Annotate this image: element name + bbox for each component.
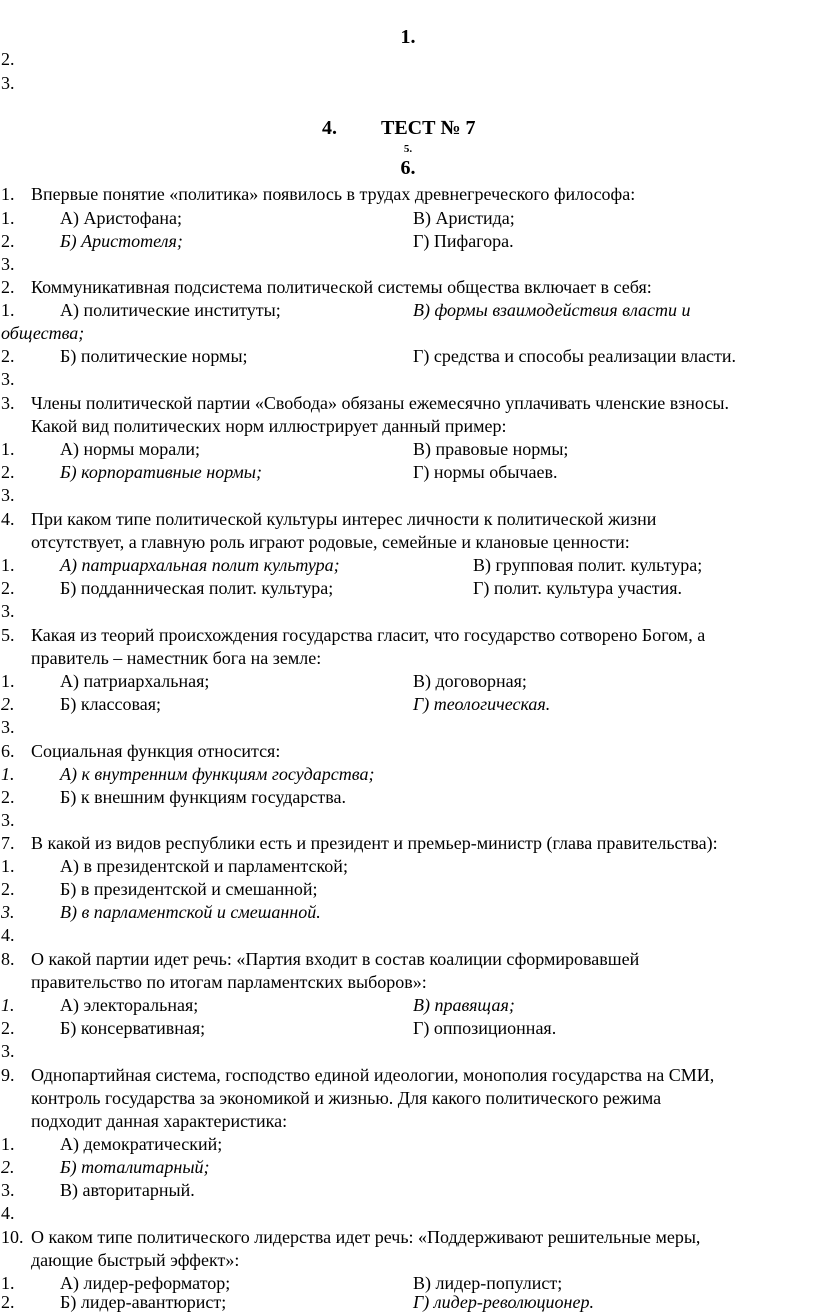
answer-a-correct: А) к внутренним функциям государства; [60, 764, 375, 784]
page-title: ТЕСТ № 7 [381, 117, 476, 139]
answer-v: В) лидер-популист; [413, 1273, 563, 1293]
list-number: 2. [1, 694, 15, 714]
question-9-stem-cont: контроль государства за экономикой и жизнью. Для какого политического режима [31, 1088, 662, 1108]
answer-b: Б) классовая; [60, 694, 162, 714]
question-8-stem-cont: правительство по итогам парламентских выборов»: [31, 972, 427, 992]
question-10-stem: О каком типе политического лидерства идет речь: «Поддерживают решительные меры, [31, 1227, 701, 1247]
answer-a: А) в президентской и парламентской; [60, 856, 348, 876]
heading-number-6: 6. [400, 157, 416, 179]
answer-b: Б) политические нормы; [60, 346, 248, 366]
list-number: 3. [1, 601, 15, 621]
question-number: 8. [1, 949, 15, 969]
question-3-stem-cont: Какой вид политических норм иллюстрирует данный пример: [31, 416, 507, 436]
question-7-stem: В какой из видов республики есть и президент и премьер-министр (глава правительства): [31, 833, 718, 853]
heading-number-1: 1. [400, 26, 416, 48]
answer-b: Б) лидер-авантюрист; [60, 1292, 227, 1312]
answer-v: В) авторитарный. [60, 1180, 195, 1200]
question-number: 5. [1, 625, 15, 645]
list-number: 4. [1, 925, 15, 945]
answer-a: А) электоральная; [60, 995, 199, 1015]
list-number: 2. [1, 231, 15, 251]
list-number: 1. [1, 439, 15, 459]
answer-v: В) Аристида; [413, 208, 515, 228]
answer-a: А) демократический; [60, 1134, 223, 1154]
answer-v: В) групповая полит. культура; [473, 555, 703, 575]
list-number: 1. [1, 995, 15, 1015]
list-number: 1. [1, 856, 15, 876]
list-number: 3. [1, 902, 15, 922]
list-number: 2. [1, 879, 15, 899]
answer-b: Б) к внешним функциям государства. [60, 787, 346, 807]
answer-b-correct: Б) тоталитарный; [60, 1157, 210, 1177]
answer-g-correct: Г) лидер-революционер. [413, 1292, 594, 1312]
list-number: 2. [1, 1018, 15, 1038]
question-9-stem: Однопартийная система, господство единой идеологии, монополия государства на СМИ, [31, 1065, 715, 1085]
list-number: 1. [1, 208, 15, 228]
list-number: 3. [1, 254, 15, 274]
answer-b: Б) в президентской и смешанной; [60, 879, 318, 899]
question-2-stem: Коммуникативная подсистема политической системы общества включает в себя: [31, 277, 652, 297]
answer-g: Г) полит. культура участия. [473, 578, 683, 598]
heading-number-5: 5. [403, 143, 413, 155]
question-number: 6. [1, 741, 15, 761]
answer-b: Б) консервативная; [60, 1018, 206, 1038]
answer-a: А) лидер-реформатор; [60, 1273, 231, 1293]
list-number: 3. [1, 1041, 15, 1061]
list-number: 3. [1, 717, 15, 737]
list-number: 3. [1, 369, 15, 389]
answer-v-correct-cont: общества; [1, 323, 85, 343]
list-number: 3. [1, 810, 15, 830]
answer-a-correct: А) патриархальная полит культура; [60, 555, 340, 575]
list-number: 4. [1, 1203, 15, 1223]
answer-v-correct: В) в парламентской и смешанной. [60, 902, 321, 922]
list-number: 1. [1, 764, 15, 784]
question-9-stem-cont: подходит данная характеристика: [31, 1111, 288, 1131]
list-number: 1. [1, 1273, 15, 1293]
question-5-stem-cont: правитель – наместник бога на земле: [31, 648, 322, 668]
question-5-stem: Какая из теорий происхождения государства гласит, что государство сотворено Богом, а [31, 625, 706, 645]
question-10-stem-cont: дающие быстрый эффект»: [31, 1250, 240, 1270]
answer-a: А) патриархальная; [60, 671, 210, 691]
answer-a: А) политические институты; [60, 300, 281, 320]
list-number: 3. [1, 73, 15, 93]
question-number: 2. [1, 277, 15, 297]
answer-g: Г) средства и способы реализации власти. [413, 346, 737, 366]
list-number: 1. [1, 300, 15, 320]
question-4-stem: При каком типе политической культуры интерес личности к политической жизни [31, 509, 657, 529]
question-6-stem: Социальная функция относится: [31, 741, 281, 761]
answer-a: А) нормы морали; [60, 439, 200, 459]
list-number: 2. [1, 462, 15, 482]
list-number: 2. [1, 1157, 15, 1177]
list-number: 3. [1, 1180, 15, 1200]
question-number: 10. [1, 1227, 24, 1247]
answer-v-correct: В) правящая; [413, 995, 515, 1015]
list-number: 2. [1, 1292, 15, 1312]
answer-b-correct: Б) корпоративные нормы; [60, 462, 262, 482]
question-number: 4. [1, 509, 15, 529]
list-number: 2. [1, 787, 15, 807]
answer-v: В) правовые нормы; [413, 439, 569, 459]
list-number: 2. [1, 346, 15, 366]
question-number: 7. [1, 833, 15, 853]
answer-g: Г) Пифагора. [413, 231, 514, 251]
answer-v: В) договорная; [413, 671, 527, 691]
question-4-stem-cont: отсутствует, а главную роль играют родовые, семейные и клановые ценности: [31, 532, 630, 552]
question-number: 3. [1, 393, 15, 413]
answer-b-correct: Б) Аристотеля; [60, 231, 183, 251]
list-number: 1. [1, 1134, 15, 1154]
question-number: 9. [1, 1065, 15, 1085]
answer-b: Б) подданническая полит. культура; [60, 578, 334, 598]
answer-v-correct: В) формы взаимодействия власти и [413, 300, 691, 320]
answer-g-correct: Г) теологическая. [413, 694, 551, 714]
answer-g: Г) нормы обычаев. [413, 462, 558, 482]
list-number: 1. [1, 671, 15, 691]
answer-a: А) Аристофана; [60, 208, 183, 228]
question-number: 1. [1, 184, 15, 204]
list-number: 3. [1, 485, 15, 505]
question-3-stem: Члены политической партии «Свобода» обязаны ежемесячно уплачивать членские взносы. [31, 393, 730, 413]
list-number: 2. [1, 49, 15, 69]
list-number: 1. [1, 555, 15, 575]
answer-g: Г) оппозиционная. [413, 1018, 557, 1038]
list-number: 2. [1, 578, 15, 598]
question-8-stem: О какой партии идет речь: «Партия входит в состав коалиции сформировавшей [31, 949, 640, 969]
question-1-stem: Впервые понятие «политика» появилось в трудах древнегреческого философа: [31, 184, 636, 204]
title-number: 4. [322, 117, 337, 139]
